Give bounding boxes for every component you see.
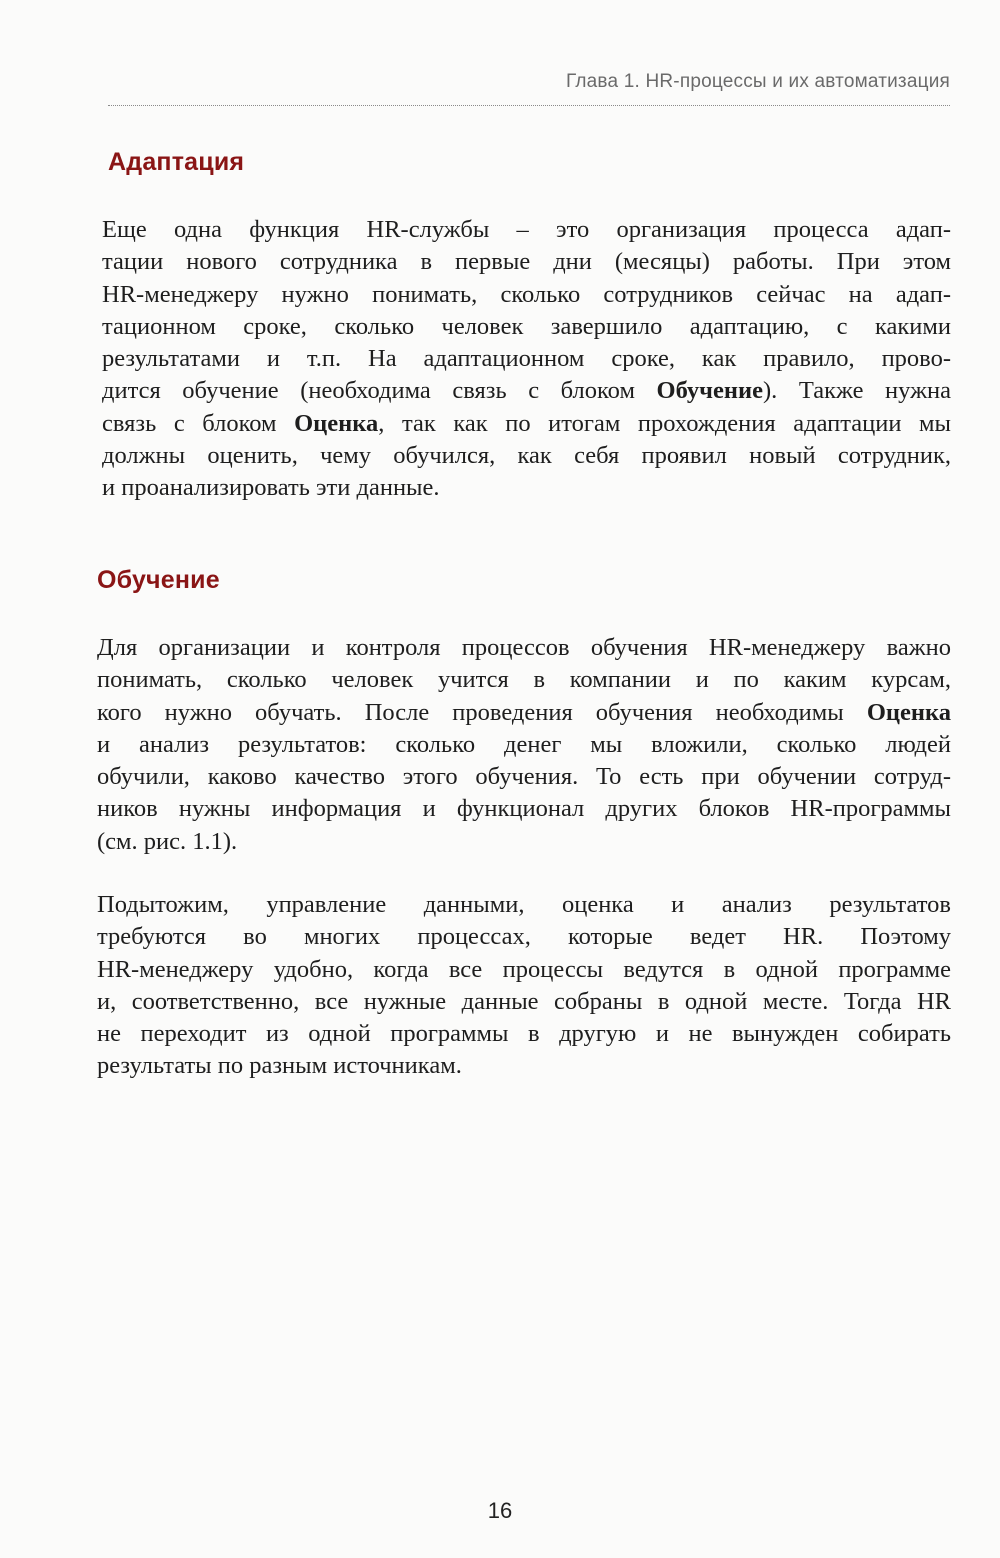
bold-term: Оценка	[294, 409, 379, 437]
text-run: кого нужно обучать. После проведения обучения необходимы	[97, 698, 867, 726]
text-line: HR-менеджеру нужно понимать, сколько сотрудников сейчас на адап-	[102, 280, 951, 308]
text-line: и, соответственно, все нужные данные собраны в одной месте. Тогда HR	[97, 987, 951, 1015]
text-line: Еще одна функция HR-службы – это организация процесса адап-	[102, 216, 951, 243]
text-line	[97, 697, 951, 729]
text-line	[102, 375, 951, 407]
text-line: требуются во многих процессах, которые ведет HR. Поэтому	[97, 923, 951, 951]
text-line: должны оценить, чему обучился, как себя проявил новый сотрудник,	[102, 442, 951, 470]
paragraph-training	[97, 632, 951, 858]
text-line: тационном сроке, сколько человек завершило адаптацию, с какими	[102, 312, 951, 340]
text-line	[102, 408, 951, 440]
text-line: тации нового сотрудника в первые дни (месяцы) работы. При этом	[102, 248, 951, 276]
text-line: обучили, каково качество этого обучения. То есть при обучении сотруд-	[97, 763, 951, 791]
text-run: ). Также нужна	[762, 377, 951, 405]
header-divider	[108, 105, 950, 106]
text-line: ников нужны информация и функционал других блоков HR-программы	[97, 795, 951, 823]
text-line: понимать, сколько человек учится в компании и по каким курсам,	[97, 666, 951, 694]
bold-term: Оценка	[866, 698, 951, 726]
text-line: не переходит из одной программы в другую и не вынужден собирать	[97, 1020, 951, 1048]
page-number: 16	[487, 1498, 513, 1523]
paragraph-summary	[97, 889, 951, 1083]
text-line: Подытожим, управление данными, оценка и анализ результатов	[97, 891, 951, 918]
text-run: дится обучение (необходима связь с блоком	[102, 377, 657, 405]
text-line: (см. рис. 1.1).	[97, 827, 238, 855]
text-run: , так как по итогам прохождения адаптации мы	[378, 409, 951, 437]
running-header: Глава 1. HR-процессы и их автоматизация	[565, 71, 950, 92]
text-line: и анализ результатов: сколько денег мы вложили, сколько людей	[97, 730, 951, 758]
bold-term: Обучение	[656, 377, 763, 405]
text-line: HR-менеджеру удобно, когда все процессы ведутся в одной программе	[97, 955, 951, 983]
text-line: результаты по разным источникам.	[97, 1052, 462, 1080]
section-heading-training: Обучение	[97, 566, 220, 594]
paragraph-adaptation	[102, 214, 951, 505]
section-heading-adaptation: Адаптация	[108, 148, 245, 176]
text-line: результатами и т.п. На адаптационном сроке, как правило, прово-	[102, 345, 951, 373]
text-line: и проанализировать эти данные.	[102, 474, 440, 502]
text-line: Для организации и контроля процессов обучения HR-менеджеру важно	[97, 634, 951, 661]
text-run: связь с блоком	[102, 409, 295, 437]
